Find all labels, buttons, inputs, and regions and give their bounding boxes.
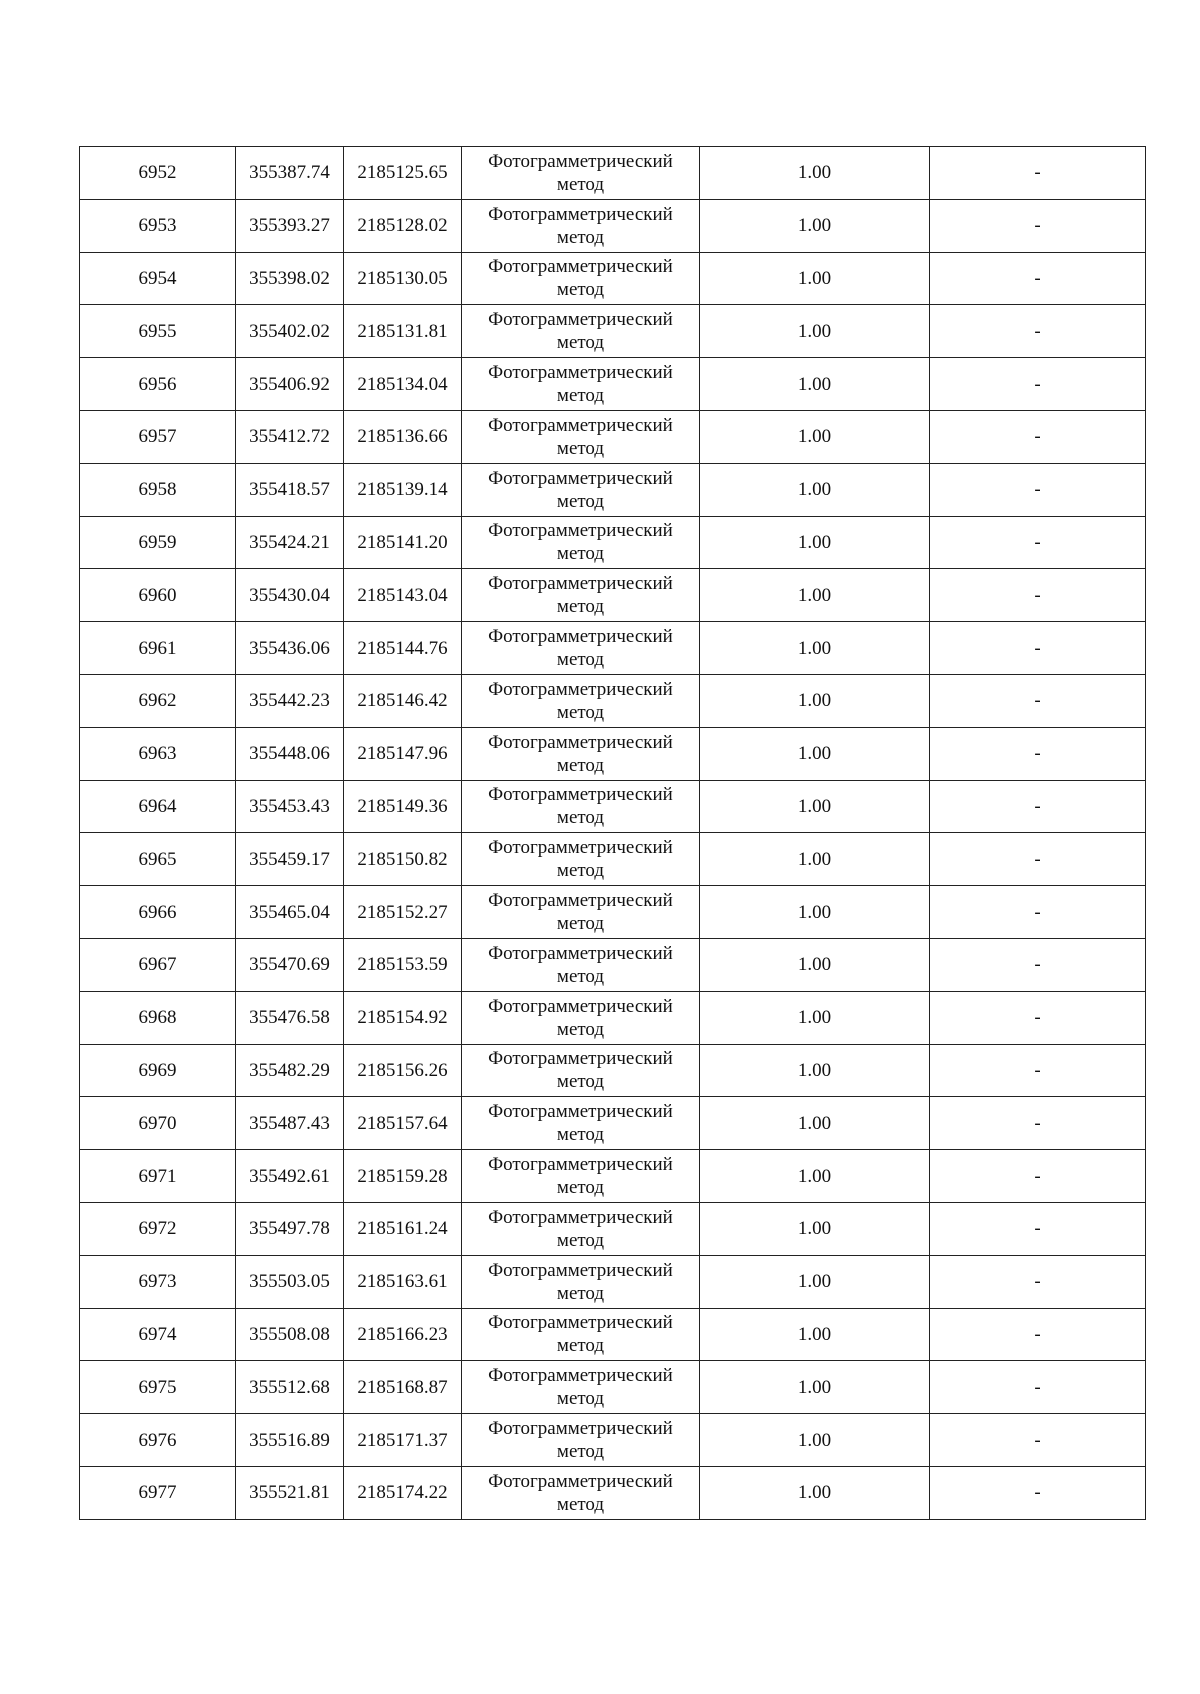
method-line-2: метод [556, 860, 605, 882]
method-line-1: Фотограмметрический [488, 1206, 673, 1228]
y-coordinate-cell: 2185161.24 [344, 1202, 462, 1255]
table-row [80, 147, 1146, 200]
method-cell [462, 1255, 700, 1308]
y-coordinate-cell: 2185159.28 [344, 1150, 462, 1203]
table-row [80, 252, 1146, 305]
method-line-2: метод [556, 754, 605, 776]
y-coordinate-cell: 2185146.42 [344, 674, 462, 727]
point-number-cell: 6961 [80, 622, 236, 675]
method-line-2: метод [556, 649, 605, 671]
accuracy-cell: 1.00 [700, 410, 930, 463]
x-coordinate-cell: 355508.08 [236, 1308, 344, 1361]
point-number-cell: 6959 [80, 516, 236, 569]
accuracy-cell: 1.00 [700, 1308, 930, 1361]
point-number-cell: 6956 [80, 358, 236, 411]
point-number-cell: 6962 [80, 674, 236, 727]
x-coordinate-cell: 355430.04 [236, 569, 344, 622]
method-cell [462, 886, 700, 939]
y-coordinate-cell: 2185125.65 [344, 147, 462, 200]
point-number-cell: 6974 [80, 1308, 236, 1361]
method-line-1: Фотограмметрический [488, 573, 673, 595]
note-cell: - [930, 938, 1146, 991]
note-cell: - [930, 1466, 1146, 1519]
method-line-1: Фотограмметрический [488, 942, 673, 964]
y-coordinate-cell: 2185128.02 [344, 199, 462, 252]
method-line-1: Фотограмметрический [488, 1101, 673, 1123]
table-row [80, 1466, 1146, 1519]
y-coordinate-cell: 2185153.59 [344, 938, 462, 991]
method-cell [462, 199, 700, 252]
table-row [80, 1414, 1146, 1467]
y-coordinate-cell: 2185171.37 [344, 1414, 462, 1467]
point-number-cell: 6957 [80, 410, 236, 463]
point-number-cell: 6954 [80, 252, 236, 305]
method-line-1: Фотограмметрический [488, 1048, 673, 1070]
method-line-2: метод [556, 1282, 605, 1304]
point-number-cell: 6958 [80, 463, 236, 516]
method-line-2: метод [556, 1071, 605, 1093]
x-coordinate-cell: 355398.02 [236, 252, 344, 305]
y-coordinate-cell: 2185154.92 [344, 991, 462, 1044]
accuracy-cell: 1.00 [700, 305, 930, 358]
method-cell [462, 358, 700, 411]
method-cell [462, 569, 700, 622]
note-cell: - [930, 1255, 1146, 1308]
y-coordinate-cell: 2185174.22 [344, 1466, 462, 1519]
table-row [80, 569, 1146, 622]
method-line-1: Фотограмметрический [488, 1418, 673, 1440]
y-coordinate-cell: 2185152.27 [344, 886, 462, 939]
y-coordinate-cell: 2185150.82 [344, 833, 462, 886]
point-number-cell: 6965 [80, 833, 236, 886]
point-number-cell: 6967 [80, 938, 236, 991]
method-line-1: Фотограмметрический [488, 203, 673, 225]
accuracy-cell: 1.00 [700, 1466, 930, 1519]
point-number-cell: 6976 [80, 1414, 236, 1467]
y-coordinate-cell: 2185166.23 [344, 1308, 462, 1361]
x-coordinate-cell: 355412.72 [236, 410, 344, 463]
note-cell: - [930, 886, 1146, 939]
method-cell [462, 833, 700, 886]
table-row [80, 1361, 1146, 1414]
table-row [80, 780, 1146, 833]
table-row [80, 622, 1146, 675]
y-coordinate-cell: 2185136.66 [344, 410, 462, 463]
accuracy-cell: 1.00 [700, 516, 930, 569]
method-line-2: метод [556, 1335, 605, 1357]
accuracy-cell: 1.00 [700, 1414, 930, 1467]
x-coordinate-cell: 355453.43 [236, 780, 344, 833]
table-row [80, 1202, 1146, 1255]
method-cell [462, 1466, 700, 1519]
method-line-2: метод [556, 1493, 605, 1515]
y-coordinate-cell: 2185163.61 [344, 1255, 462, 1308]
x-coordinate-cell: 355465.04 [236, 886, 344, 939]
method-cell [462, 1414, 700, 1467]
x-coordinate-cell: 355476.58 [236, 991, 344, 1044]
y-coordinate-cell: 2185149.36 [344, 780, 462, 833]
note-cell: - [930, 410, 1146, 463]
method-cell [462, 1044, 700, 1097]
method-line-2: метод [556, 226, 605, 248]
x-coordinate-cell: 355459.17 [236, 833, 344, 886]
x-coordinate-cell: 355516.89 [236, 1414, 344, 1467]
method-line-2: метод [556, 1388, 605, 1410]
table-row [80, 516, 1146, 569]
note-cell: - [930, 305, 1146, 358]
method-line-1: Фотограмметрический [488, 1365, 673, 1387]
method-cell [462, 516, 700, 569]
method-line-2: метод [556, 1441, 605, 1463]
method-cell [462, 1361, 700, 1414]
table-row [80, 674, 1146, 727]
method-line-2: метод [556, 332, 605, 354]
method-line-2: метод [556, 965, 605, 987]
table-row [80, 991, 1146, 1044]
method-line-1: Фотограмметрический [488, 1259, 673, 1281]
point-number-cell: 6966 [80, 886, 236, 939]
accuracy-cell: 1.00 [700, 358, 930, 411]
point-number-cell: 6977 [80, 1466, 236, 1519]
point-number-cell: 6975 [80, 1361, 236, 1414]
method-cell [462, 727, 700, 780]
accuracy-cell: 1.00 [700, 1044, 930, 1097]
table-row [80, 833, 1146, 886]
x-coordinate-cell: 355482.29 [236, 1044, 344, 1097]
note-cell: - [930, 147, 1146, 200]
method-line-1: Фотограмметрический [488, 520, 673, 542]
x-coordinate-cell: 355402.02 [236, 305, 344, 358]
method-line-2: метод [556, 1124, 605, 1146]
method-cell [462, 463, 700, 516]
method-line-1: Фотограмметрический [488, 784, 673, 806]
accuracy-cell: 1.00 [700, 622, 930, 675]
method-cell [462, 1097, 700, 1150]
method-line-1: Фотограмметрический [488, 626, 673, 648]
x-coordinate-cell: 355521.81 [236, 1466, 344, 1519]
y-coordinate-cell: 2185143.04 [344, 569, 462, 622]
accuracy-cell: 1.00 [700, 833, 930, 886]
y-coordinate-cell: 2185134.04 [344, 358, 462, 411]
method-line-2: метод [556, 596, 605, 618]
method-cell [462, 1202, 700, 1255]
accuracy-cell: 1.00 [700, 938, 930, 991]
y-coordinate-cell: 2185139.14 [344, 463, 462, 516]
point-number-cell: 6970 [80, 1097, 236, 1150]
table-row [80, 199, 1146, 252]
x-coordinate-cell: 355406.92 [236, 358, 344, 411]
method-cell [462, 1150, 700, 1203]
method-cell [462, 410, 700, 463]
coordinates-table-body [80, 147, 1146, 1520]
note-cell: - [930, 1308, 1146, 1361]
method-line-2: метод [556, 543, 605, 565]
point-number-cell: 6971 [80, 1150, 236, 1203]
method-cell [462, 938, 700, 991]
note-cell: - [930, 252, 1146, 305]
y-coordinate-cell: 2185131.81 [344, 305, 462, 358]
table-row [80, 727, 1146, 780]
table-row [80, 886, 1146, 939]
method-line-1: Фотограмметрический [488, 256, 673, 278]
point-number-cell: 6963 [80, 727, 236, 780]
point-number-cell: 6972 [80, 1202, 236, 1255]
accuracy-cell: 1.00 [700, 1255, 930, 1308]
y-coordinate-cell: 2185130.05 [344, 252, 462, 305]
note-cell: - [930, 1150, 1146, 1203]
method-cell [462, 991, 700, 1044]
table-row [80, 1255, 1146, 1308]
note-cell: - [930, 1044, 1146, 1097]
method-line-2: метод [556, 1177, 605, 1199]
method-line-2: метод [556, 173, 605, 195]
note-cell: - [930, 516, 1146, 569]
note-cell: - [930, 780, 1146, 833]
accuracy-cell: 1.00 [700, 991, 930, 1044]
method-cell [462, 305, 700, 358]
coordinates-table [79, 146, 1146, 1520]
method-line-2: метод [556, 437, 605, 459]
x-coordinate-cell: 355442.23 [236, 674, 344, 727]
accuracy-cell: 1.00 [700, 1150, 930, 1203]
accuracy-cell: 1.00 [700, 1361, 930, 1414]
table-row [80, 1044, 1146, 1097]
accuracy-cell: 1.00 [700, 1202, 930, 1255]
method-line-1: Фотограмметрический [488, 309, 673, 331]
method-line-1: Фотограмметрический [488, 1154, 673, 1176]
note-cell: - [930, 622, 1146, 675]
note-cell: - [930, 1097, 1146, 1150]
y-coordinate-cell: 2185141.20 [344, 516, 462, 569]
table-row [80, 1308, 1146, 1361]
method-line-2: метод [556, 913, 605, 935]
accuracy-cell: 1.00 [700, 463, 930, 516]
note-cell: - [930, 727, 1146, 780]
point-number-cell: 6955 [80, 305, 236, 358]
x-coordinate-cell: 355512.68 [236, 1361, 344, 1414]
method-cell [462, 147, 700, 200]
table-row [80, 410, 1146, 463]
accuracy-cell: 1.00 [700, 886, 930, 939]
y-coordinate-cell: 2185168.87 [344, 1361, 462, 1414]
accuracy-cell: 1.00 [700, 199, 930, 252]
table-row [80, 1097, 1146, 1150]
table-row [80, 305, 1146, 358]
y-coordinate-cell: 2185156.26 [344, 1044, 462, 1097]
accuracy-cell: 1.00 [700, 569, 930, 622]
x-coordinate-cell: 355487.43 [236, 1097, 344, 1150]
method-line-1: Фотограмметрический [488, 1312, 673, 1334]
method-line-1: Фотограмметрический [488, 467, 673, 489]
x-coordinate-cell: 355393.27 [236, 199, 344, 252]
method-line-1: Фотограмметрический [488, 362, 673, 384]
note-cell: - [930, 358, 1146, 411]
accuracy-cell: 1.00 [700, 780, 930, 833]
y-coordinate-cell: 2185144.76 [344, 622, 462, 675]
accuracy-cell: 1.00 [700, 147, 930, 200]
x-coordinate-cell: 355387.74 [236, 147, 344, 200]
table-row [80, 463, 1146, 516]
method-cell [462, 1308, 700, 1361]
accuracy-cell: 1.00 [700, 1097, 930, 1150]
table-row [80, 1150, 1146, 1203]
point-number-cell: 6960 [80, 569, 236, 622]
method-line-1: Фотограмметрический [488, 890, 673, 912]
point-number-cell: 6969 [80, 1044, 236, 1097]
method-line-1: Фотограмметрический [488, 1470, 673, 1492]
method-line-1: Фотограмметрический [488, 150, 673, 172]
note-cell: - [930, 569, 1146, 622]
method-line-1: Фотограмметрический [488, 995, 673, 1017]
point-number-cell: 6973 [80, 1255, 236, 1308]
point-number-cell: 6952 [80, 147, 236, 200]
method-line-2: метод [556, 279, 605, 301]
x-coordinate-cell: 355418.57 [236, 463, 344, 516]
note-cell: - [930, 199, 1146, 252]
method-line-2: метод [556, 490, 605, 512]
x-coordinate-cell: 355436.06 [236, 622, 344, 675]
note-cell: - [930, 833, 1146, 886]
note-cell: - [930, 991, 1146, 1044]
method-line-1: Фотограмметрический [488, 414, 673, 436]
method-line-2: метод [556, 701, 605, 723]
method-line-2: метод [556, 385, 605, 407]
method-line-1: Фотограмметрический [488, 678, 673, 700]
method-line-2: метод [556, 1229, 605, 1251]
note-cell: - [930, 1361, 1146, 1414]
method-cell [462, 780, 700, 833]
method-line-1: Фотограмметрический [488, 731, 673, 753]
accuracy-cell: 1.00 [700, 674, 930, 727]
x-coordinate-cell: 355503.05 [236, 1255, 344, 1308]
note-cell: - [930, 674, 1146, 727]
table-row [80, 938, 1146, 991]
x-coordinate-cell: 355448.06 [236, 727, 344, 780]
y-coordinate-cell: 2185157.64 [344, 1097, 462, 1150]
method-line-1: Фотограмметрический [488, 837, 673, 859]
method-line-2: метод [556, 1018, 605, 1040]
accuracy-cell: 1.00 [700, 727, 930, 780]
note-cell: - [930, 463, 1146, 516]
note-cell: - [930, 1202, 1146, 1255]
table-row [80, 358, 1146, 411]
note-cell: - [930, 1414, 1146, 1467]
method-cell [462, 252, 700, 305]
x-coordinate-cell: 355497.78 [236, 1202, 344, 1255]
point-number-cell: 6953 [80, 199, 236, 252]
accuracy-cell: 1.00 [700, 252, 930, 305]
x-coordinate-cell: 355470.69 [236, 938, 344, 991]
x-coordinate-cell: 355424.21 [236, 516, 344, 569]
point-number-cell: 6968 [80, 991, 236, 1044]
x-coordinate-cell: 355492.61 [236, 1150, 344, 1203]
method-line-2: метод [556, 807, 605, 829]
method-cell [462, 622, 700, 675]
point-number-cell: 6964 [80, 780, 236, 833]
method-cell [462, 674, 700, 727]
y-coordinate-cell: 2185147.96 [344, 727, 462, 780]
